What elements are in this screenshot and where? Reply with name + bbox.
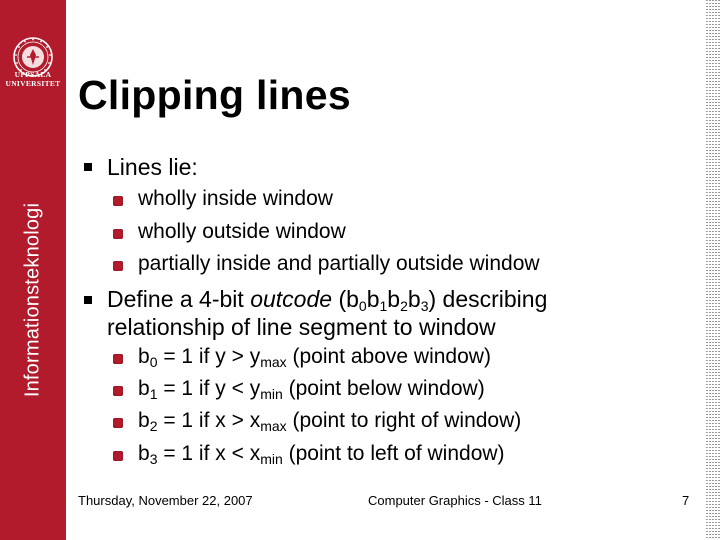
square-bullet-icon [84,163,92,171]
text-segment: b [387,286,401,312]
subscript: 2 [149,418,158,434]
subscript: min [260,451,283,467]
subscript: 3 [420,298,429,314]
square-bullet-icon [84,296,92,304]
subscript: 0 [358,298,367,314]
subscript: 1 [149,386,158,402]
text-segment: ) describing [428,286,548,312]
sub-bullet-text [138,377,485,401]
text-segment: b [366,286,380,312]
university-name [0,70,66,88]
text-segment: (point below window) [282,377,485,400]
subscript: max [260,418,287,434]
text-segment: (b [332,286,359,312]
footer-date: Thursday, November 22, 2007 [78,493,253,508]
bullet-text-line-2: relationship of line segment to window [107,314,496,340]
page-number: 7 [682,493,690,508]
text-segment: Define a 4-bit [107,286,251,312]
text-segment: b [138,377,150,400]
department-label-text: Informationsteknologi [21,202,44,398]
subscript: 2 [400,298,408,314]
text-segment: = 1 if y < y [157,377,261,400]
square-bullet-icon [113,229,123,239]
square-bullet-icon [113,386,123,396]
subscript: 1 [379,298,388,314]
sub-bullet-text [138,409,521,433]
text-segment: = 1 if y > y [157,345,261,368]
text-segment: b [138,442,150,465]
sub-bullet-text [138,442,505,466]
sidebar [0,0,66,540]
logo-line-2: UNIVERSITET [5,79,61,88]
text-segment: (point to left of window) [282,442,505,465]
square-bullet-icon [113,196,123,206]
slide-title: Clipping lines [78,72,351,118]
text-segment: (point to right of window) [286,409,522,432]
text-segment: b [138,409,150,432]
square-bullet-icon [113,418,123,428]
square-bullet-icon [113,451,123,461]
bullet-text: Lines lie: [107,154,198,180]
university-seal-icon [12,36,54,98]
subscript: max [260,354,287,370]
sub-bullet-text: wholly inside window [138,187,333,210]
text-segment: (point above window) [286,345,491,368]
text-segment: b [407,286,421,312]
square-bullet-icon [113,354,123,364]
subscript: min [260,386,283,402]
sub-bullet-text [138,345,491,369]
outcode-term: outcode [250,286,333,312]
sub-bullet-text: wholly outside window [138,220,346,243]
logo-line-1: UPPSALA [14,70,52,79]
subscript: 3 [149,451,158,467]
sub-bullet-text: partially inside and partially outside window [138,252,540,275]
subscript: 0 [149,354,158,370]
text-segment: = 1 if x < x [157,442,261,465]
bullet-text [107,286,547,312]
decorative-border [706,0,720,540]
text-segment: = 1 if x > x [157,409,261,432]
footer-course: Computer Graphics - Class 11 [368,493,542,508]
square-bullet-icon [113,261,123,271]
text-segment: b [138,345,150,368]
